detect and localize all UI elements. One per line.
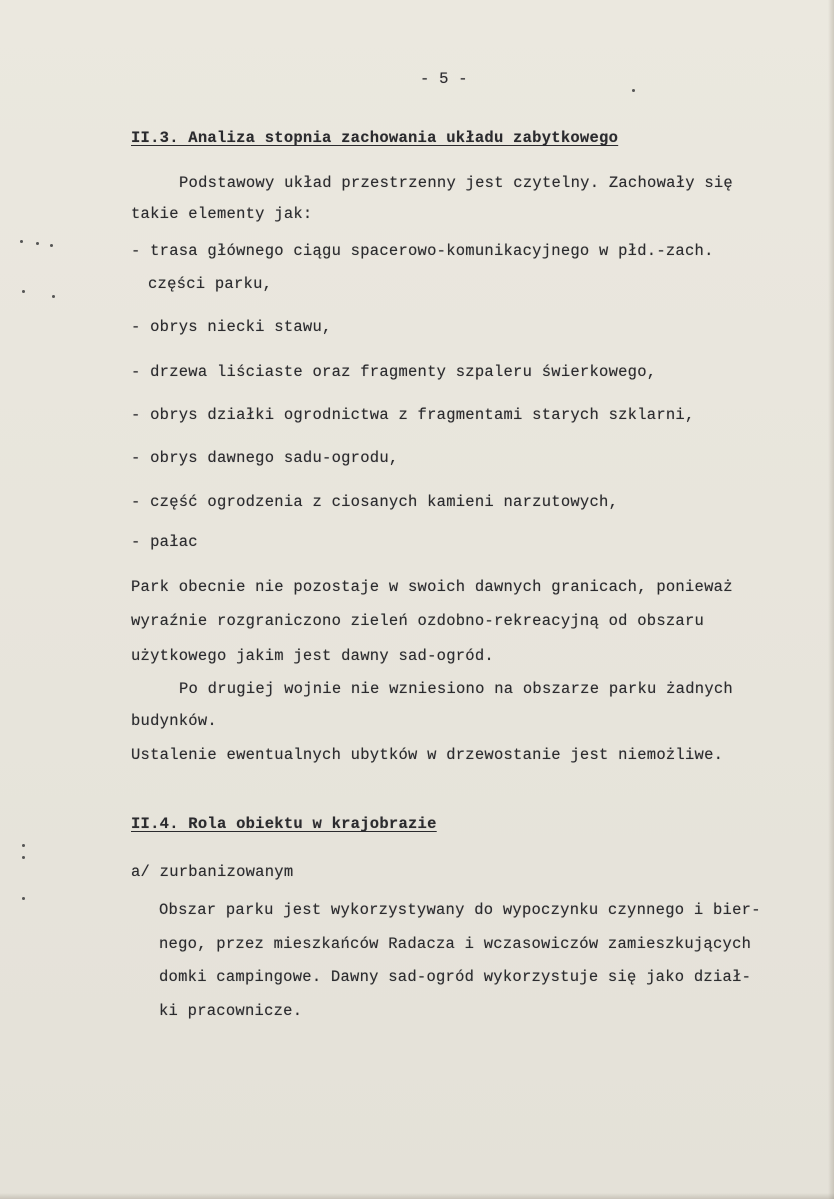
margin-mark — [632, 89, 635, 92]
paragraph-line: Obszar parku jest wykorzystywany do wypoczynku czynnego i bier- — [159, 901, 761, 919]
page-number: - 5 - — [420, 70, 468, 88]
list-item: - część ogrodzenia z ciosanych kamieni narzutowych, — [131, 493, 619, 511]
intro-line-2: takie elementy jak: — [131, 205, 313, 223]
margin-mark — [52, 295, 55, 298]
margin-mark — [36, 242, 39, 245]
paragraph-line: wyraźnie rozgraniczono zieleń ozdobno-rekreacyjną od obszaru — [131, 612, 705, 630]
list-item: - obrys działki ogrodnictwa z fragmentami starych szklarni, — [131, 406, 695, 424]
list-item: - pałac — [131, 533, 198, 551]
paragraph-line: nego, przez mieszkańców Radacza i wczasowiczów zamieszkujących — [159, 935, 752, 953]
paragraph-line: domki campingowe. Dawny sad-ogród wykorzystuje się jako dział- — [159, 968, 752, 986]
margin-mark — [22, 290, 25, 293]
list-item: - drzewa liściaste oraz fragmenty szpaleru świerkowego, — [131, 363, 657, 381]
list-item: - trasa głównego ciągu spacerowo-komunikacyjnego w płd.-zach. — [131, 242, 714, 260]
intro-line-1: Podstawowy układ przestrzenny jest czytelny. Zachowały się — [179, 174, 733, 192]
list-item: - obrys niecki stawu, — [131, 318, 332, 336]
paragraph-line: Ustalenie ewentualnych ubytków w drzewostanie jest niemożliwe. — [131, 746, 724, 764]
margin-mark — [20, 240, 23, 243]
scan-edge-shadow — [828, 0, 834, 1199]
scan-bottom-shadow — [0, 1193, 834, 1199]
sub-label: a/ zurbanizowanym — [131, 863, 294, 881]
paragraph-line: budynków. — [131, 712, 217, 730]
margin-mark — [50, 244, 53, 247]
margin-mark — [22, 844, 25, 847]
paragraph-line: ki pracownicze. — [159, 1002, 303, 1020]
section-heading-II-3: II.3. Analiza stopnia zachowania układu zabytkowego — [131, 129, 619, 147]
paragraph-line: użytkowego jakim jest dawny sad-ogród. — [131, 647, 494, 665]
paragraph-line: Park obecnie nie pozostaje w swoich dawnych granicach, ponieważ — [131, 578, 733, 596]
section-heading-II-4: II.4. Rola obiektu w krajobrazie — [131, 815, 437, 833]
paragraph-line: Po drugiej wojnie nie wzniesiono na obszarze parku żadnych — [179, 680, 733, 698]
margin-mark — [22, 897, 25, 900]
margin-mark — [22, 856, 25, 859]
list-item: - obrys dawnego sadu-ogrodu, — [131, 449, 399, 467]
list-item-continuation: części parku, — [148, 275, 273, 293]
